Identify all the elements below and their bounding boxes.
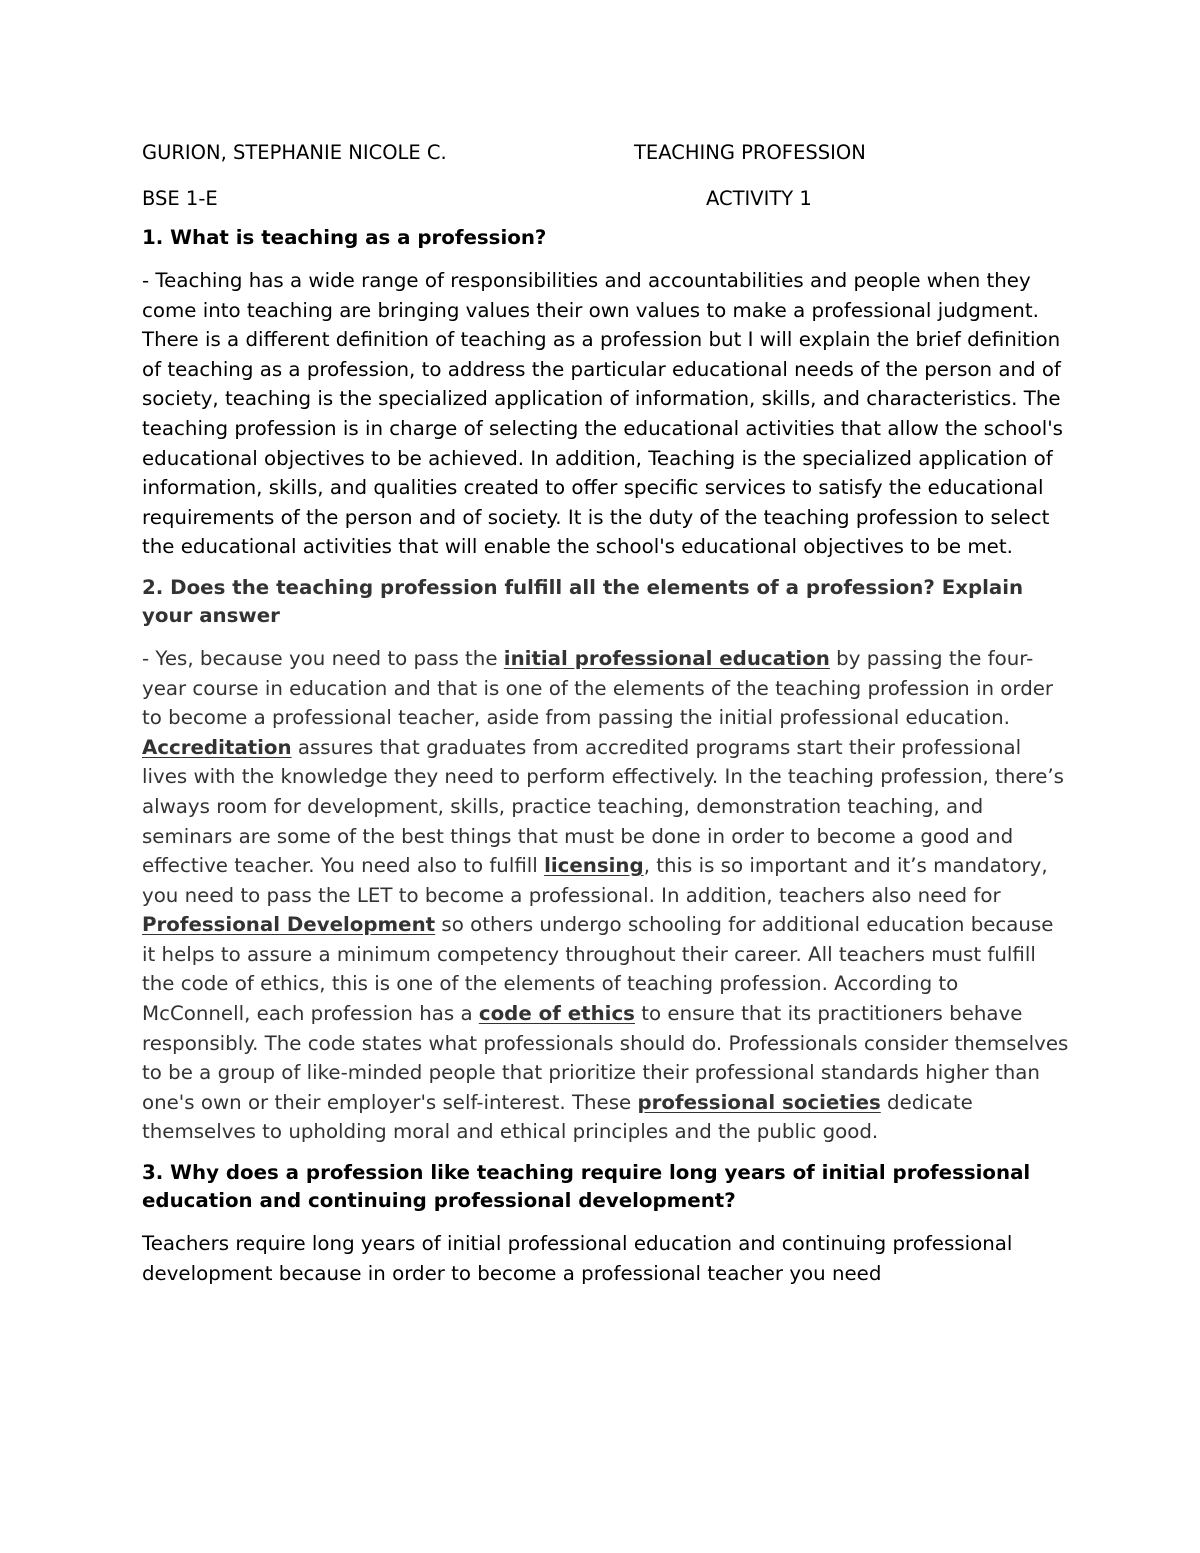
answer-3: Teachers require long years of initial professional education and continuing professional development because in order to become a professional teacher you need bbox=[142, 1232, 1013, 1285]
term-code-of-ethics: code of ethics bbox=[478, 1002, 635, 1026]
question-1: 1. What is teaching as a profession? bbox=[142, 226, 547, 249]
answer-2-text: dedicate themselves to upholding moral and ethical principles and the public good. bbox=[142, 1090, 973, 1144]
answer-2-text: by passing the four-year course in education and that is one of the elements of the teaching profession in order to become a professional teacher, aside from passing the initial professional education. bbox=[142, 646, 1054, 730]
student-name: GURION, STEPHANIE NICOLE C. bbox=[142, 141, 447, 164]
answer-2-text: to ensure that its practitioners behave responsibly. The code states what professionals should do. Professionals consider themselves to be a group of like-minded people that prioritize their professional standards higher than one's own or their employer's self-interest. These bbox=[142, 1002, 1069, 1114]
section-label: BSE 1-E bbox=[142, 187, 218, 210]
question-3: 3. Why does a profession like teaching require long years of initial professional education and continuing professional development? bbox=[142, 1161, 1031, 1213]
document-page bbox=[142, 138, 1072, 1300]
term-initial-professional-education: initial professional education bbox=[503, 646, 830, 670]
term-professional-development: Professional Development bbox=[142, 913, 436, 937]
answer-2-text: so others undergo schooling for additional education because it helps to assure a minimum competency throughout their career. All teachers must fulfill the code of ethics, this is one of the elements of teaching profession. According to McConnell, each profession has a bbox=[142, 913, 1054, 1026]
subject-title: TEACHING PROFESSION bbox=[634, 141, 866, 164]
answer-2 bbox=[142, 644, 1072, 1147]
answer-2-text: , this is so important and it’s mandatory, you need to pass the LET to become a professional. In addition, teachers also need for bbox=[142, 854, 1048, 907]
answer-2-text: assures that graduates from accredited programs start their professional lives with the knowledge they need to perform effectively. In the teaching profession, there’s always room for development, skills, practice teaching, demonstration teaching, and seminars are some of the best things that must be done in order to become a good and effective teacher. You need also to fulfill bbox=[142, 735, 1064, 878]
activity-label: ACTIVITY 1 bbox=[706, 187, 812, 210]
answer-2-text: - Yes, because you need to pass the bbox=[142, 646, 504, 670]
term-professional-societies: professional societies bbox=[637, 1090, 881, 1114]
question-2: 2. Does the teaching profession fulfill all the elements of a profession? Explain your answer bbox=[142, 575, 1024, 627]
term-accreditation: Accreditation bbox=[142, 735, 292, 759]
term-licensing: licensing bbox=[544, 854, 644, 878]
header-row-1 bbox=[142, 138, 1072, 168]
answer-1: - Teaching has a wide range of responsibilities and accountabilities and people when they come into teaching are bringing values their own values to make a professional judgment. There is a different definition of teaching as a profession but I will explain the brief definition of teaching as a profession, to address the particular educational needs of the person and of society, teaching is the specialized application of information, skills, and characteristics. The teaching profession is in charge of selecting the educational activities that allow the school's educational objectives to be achieved. In addition, Teaching is the specialized application of information, skills, and qualities created to offer specific services to satisfy the educational requirements of the person and of society. It is the duty of the teaching profession to select the educational activities that will enable the school's educational objectives to be met. bbox=[142, 269, 1063, 559]
header-row-2 bbox=[142, 184, 1072, 214]
